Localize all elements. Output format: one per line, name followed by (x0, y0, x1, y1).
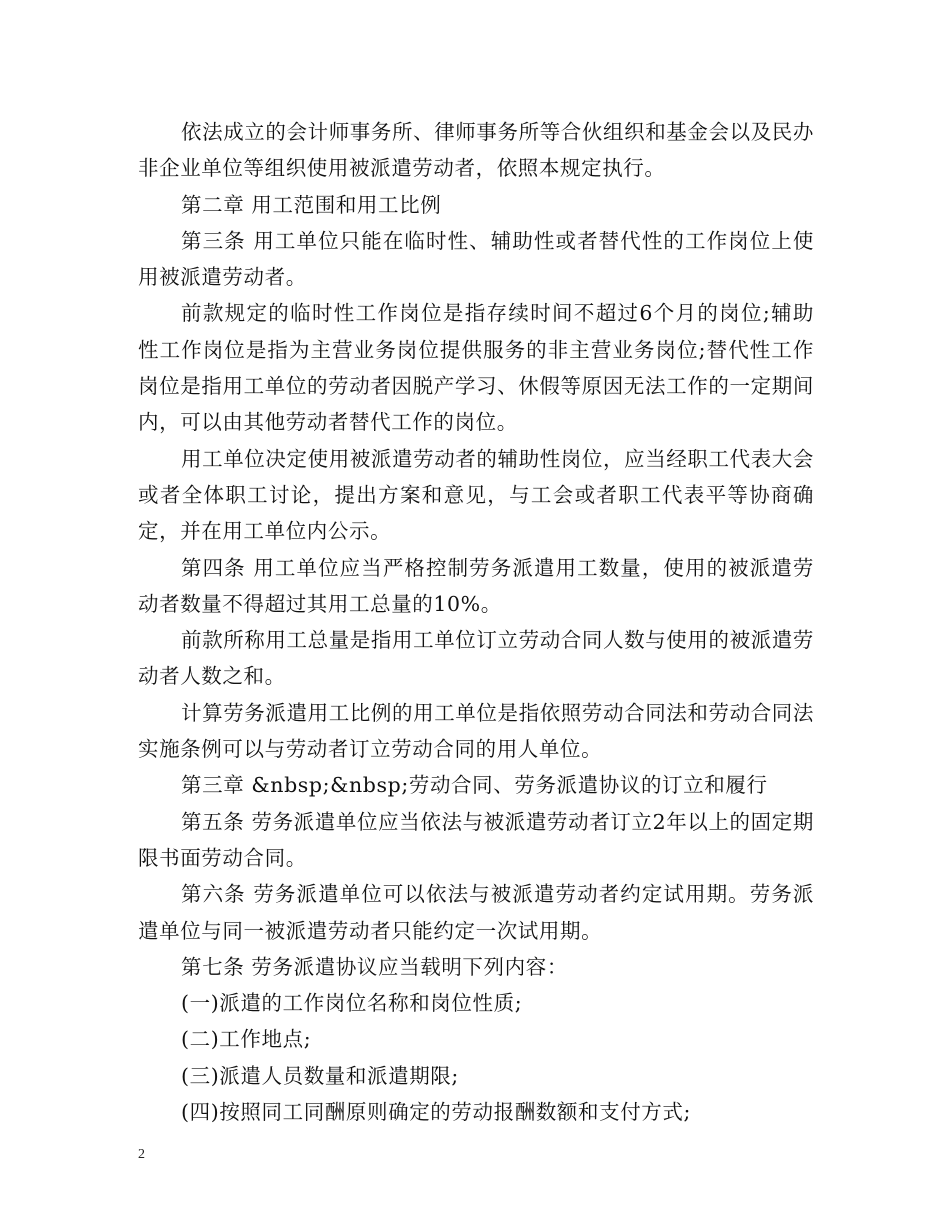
list-item-4: (四)按照同工同酬原则确定的劳动报酬数额和支付方式; (181, 1100, 692, 1125)
article-6: 第六条 劳务派遣单位可以依法与被派遣劳动者约定试用期。劳务派遣单位与同一被派遣劳动者只能约定一次试用期。 (138, 882, 814, 943)
article-7: 第七条 劳务派遣协议应当载明下列内容： (181, 954, 568, 979)
article-5: 第五条 劳务派遣单位应当依法与被派遣劳动者订立2年以上的固定期限书面劳动合同。 (138, 809, 814, 870)
chapter-2-heading: 第二章 用工范围和用工比例 (181, 192, 442, 217)
list-item-3: (三)派遣人员数量和派遣期限; (181, 1063, 459, 1088)
article-3: 第三条 用工单位只能在临时性、辅助性或者替代性的工作岗位上使用被派遣劳动者。 (138, 228, 814, 290)
paragraph-1: 依法成立的会计师事务所、律师事务所等合伙组织和基金会以及民办非企业单位等组织使用被派遣劳动者，依照本规定执行。 (138, 120, 814, 181)
chapter-3-heading: 第三章 &nbsp;&nbsp;劳动合同、劳务派遣协议的订立和履行 (181, 773, 768, 798)
paragraph-total-workforce: 前款所称用工总量是指用工单位订立劳动合同人数与使用的被派遣劳动者人数之和。 (138, 628, 814, 689)
document-body (138, 114, 814, 1130)
paragraph-auxiliary-positions: 用工单位决定使用被派遣劳动者的辅助性岗位，应当经职工代表大会或者全体职工讨论，提出方案和意见，与工会或者职工代表平等协商确定，并在用工单位内公示。 (138, 446, 814, 544)
page-number: 2 (138, 1147, 145, 1162)
paragraph-employer-definition: 计算劳务派遣用工比例的用工单位是指依照劳动合同法和劳动合同法实施条例可以与劳动者订立劳动合同的用人单位。 (138, 700, 814, 762)
article-4: 第四条 用工单位应当严格控制劳务派遣用工数量，使用的被派遣劳动者数量不得超过其用工总量的10%。 (138, 555, 814, 616)
paragraph-temporary-positions: 前款规定的临时性工作岗位是指存续时间不超过6个月的岗位;辅助性工作岗位是指为主营业务岗位提供服务的非主营业务岗位;替代性工作岗位是指用工单位的劳动者因脱产学习、休假等原因无法工作的一定期间内，可以由其他劳动者替代工作的岗位。 (138, 301, 814, 435)
list-item-1: (一)派遣的工作岗位名称和岗位性质; (181, 991, 523, 1016)
list-item-2: (二)工作地点; (181, 1027, 312, 1052)
